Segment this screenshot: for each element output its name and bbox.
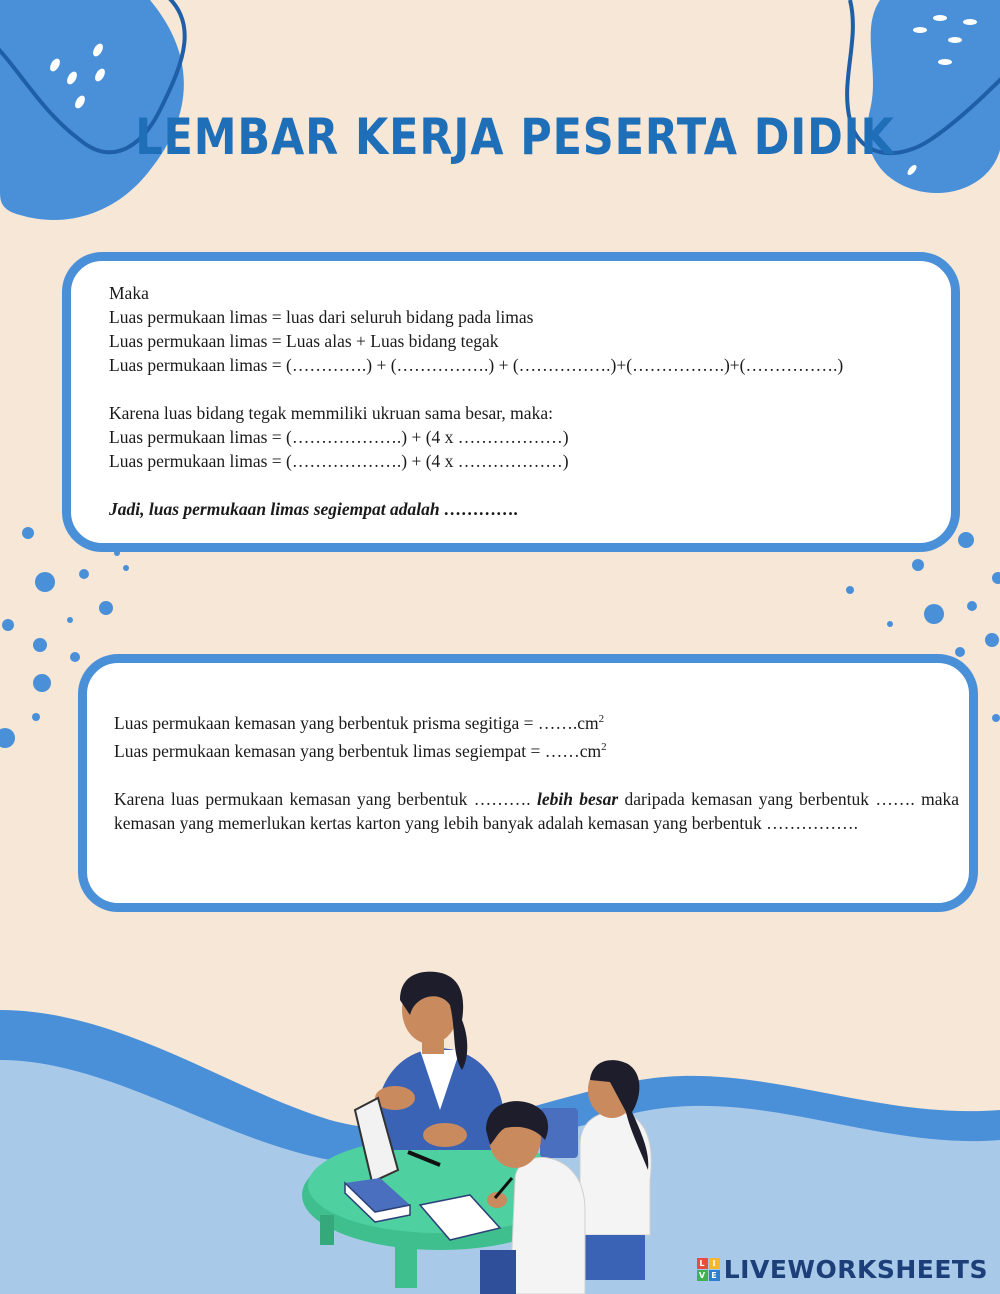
worksheet-card-comparison	[78, 654, 978, 912]
comparison-text-block	[114, 707, 959, 835]
formula-line-blanks[interactable]: Luas permukaan limas = (………….) + (…………….) + (…………….)+(…………….)+(…………….)	[109, 355, 844, 375]
text-line: Maka	[109, 283, 149, 303]
live-logo-icon: L I V E	[697, 1258, 720, 1281]
worksheet-card-limas	[62, 252, 960, 552]
text-line: Luas permukaan limas = Luas alas + Luas bidang tegak	[109, 331, 499, 351]
pyramid-area-line[interactable]: Luas permukaan kemasan yang berbentuk limas segiempat = $\dots\dots cm^2$	[114, 740, 607, 761]
text-line: Luas permukaan limas = luas dari seluruh bidang pada limas	[109, 307, 534, 327]
page-title: LEMBAR KERJA PESERTA DIDIK	[135, 108, 895, 166]
text-line: Karena luas bidang tegak memmiliki ukruan sama besar, maka:	[109, 403, 553, 423]
brand-text: LIVEWORKSHEETS	[723, 1255, 988, 1284]
comparison-paragraph[interactable]: Karena luas permukaan kemasan yang berbentuk ………. lebih besar daripada kemasan yang berbentuk ……. maka kemasan yang memerlukan kertas karton yang lebih banyak adalah kemasan yang berbentuk …………….	[114, 788, 959, 833]
conclusion-line[interactable]: Jadi, luas permukaan limas segiempat adalah ………….	[109, 499, 519, 519]
formula-line-blanks[interactable]: Luas permukaan limas = (……………….) + (4 x ………………)	[109, 427, 569, 447]
prism-area-line[interactable]: Luas permukaan kemasan yang berbentuk prisma segitiga = $\dots\dots.cm^2$	[114, 712, 605, 733]
limas-text-block	[109, 281, 949, 521]
emphasis-text: lebih besar	[536, 788, 619, 809]
formula-line-blanks[interactable]: Luas permukaan limas = (……………….) + (4 x ………………)	[109, 451, 569, 471]
liveworksheets-logo	[697, 1255, 988, 1284]
